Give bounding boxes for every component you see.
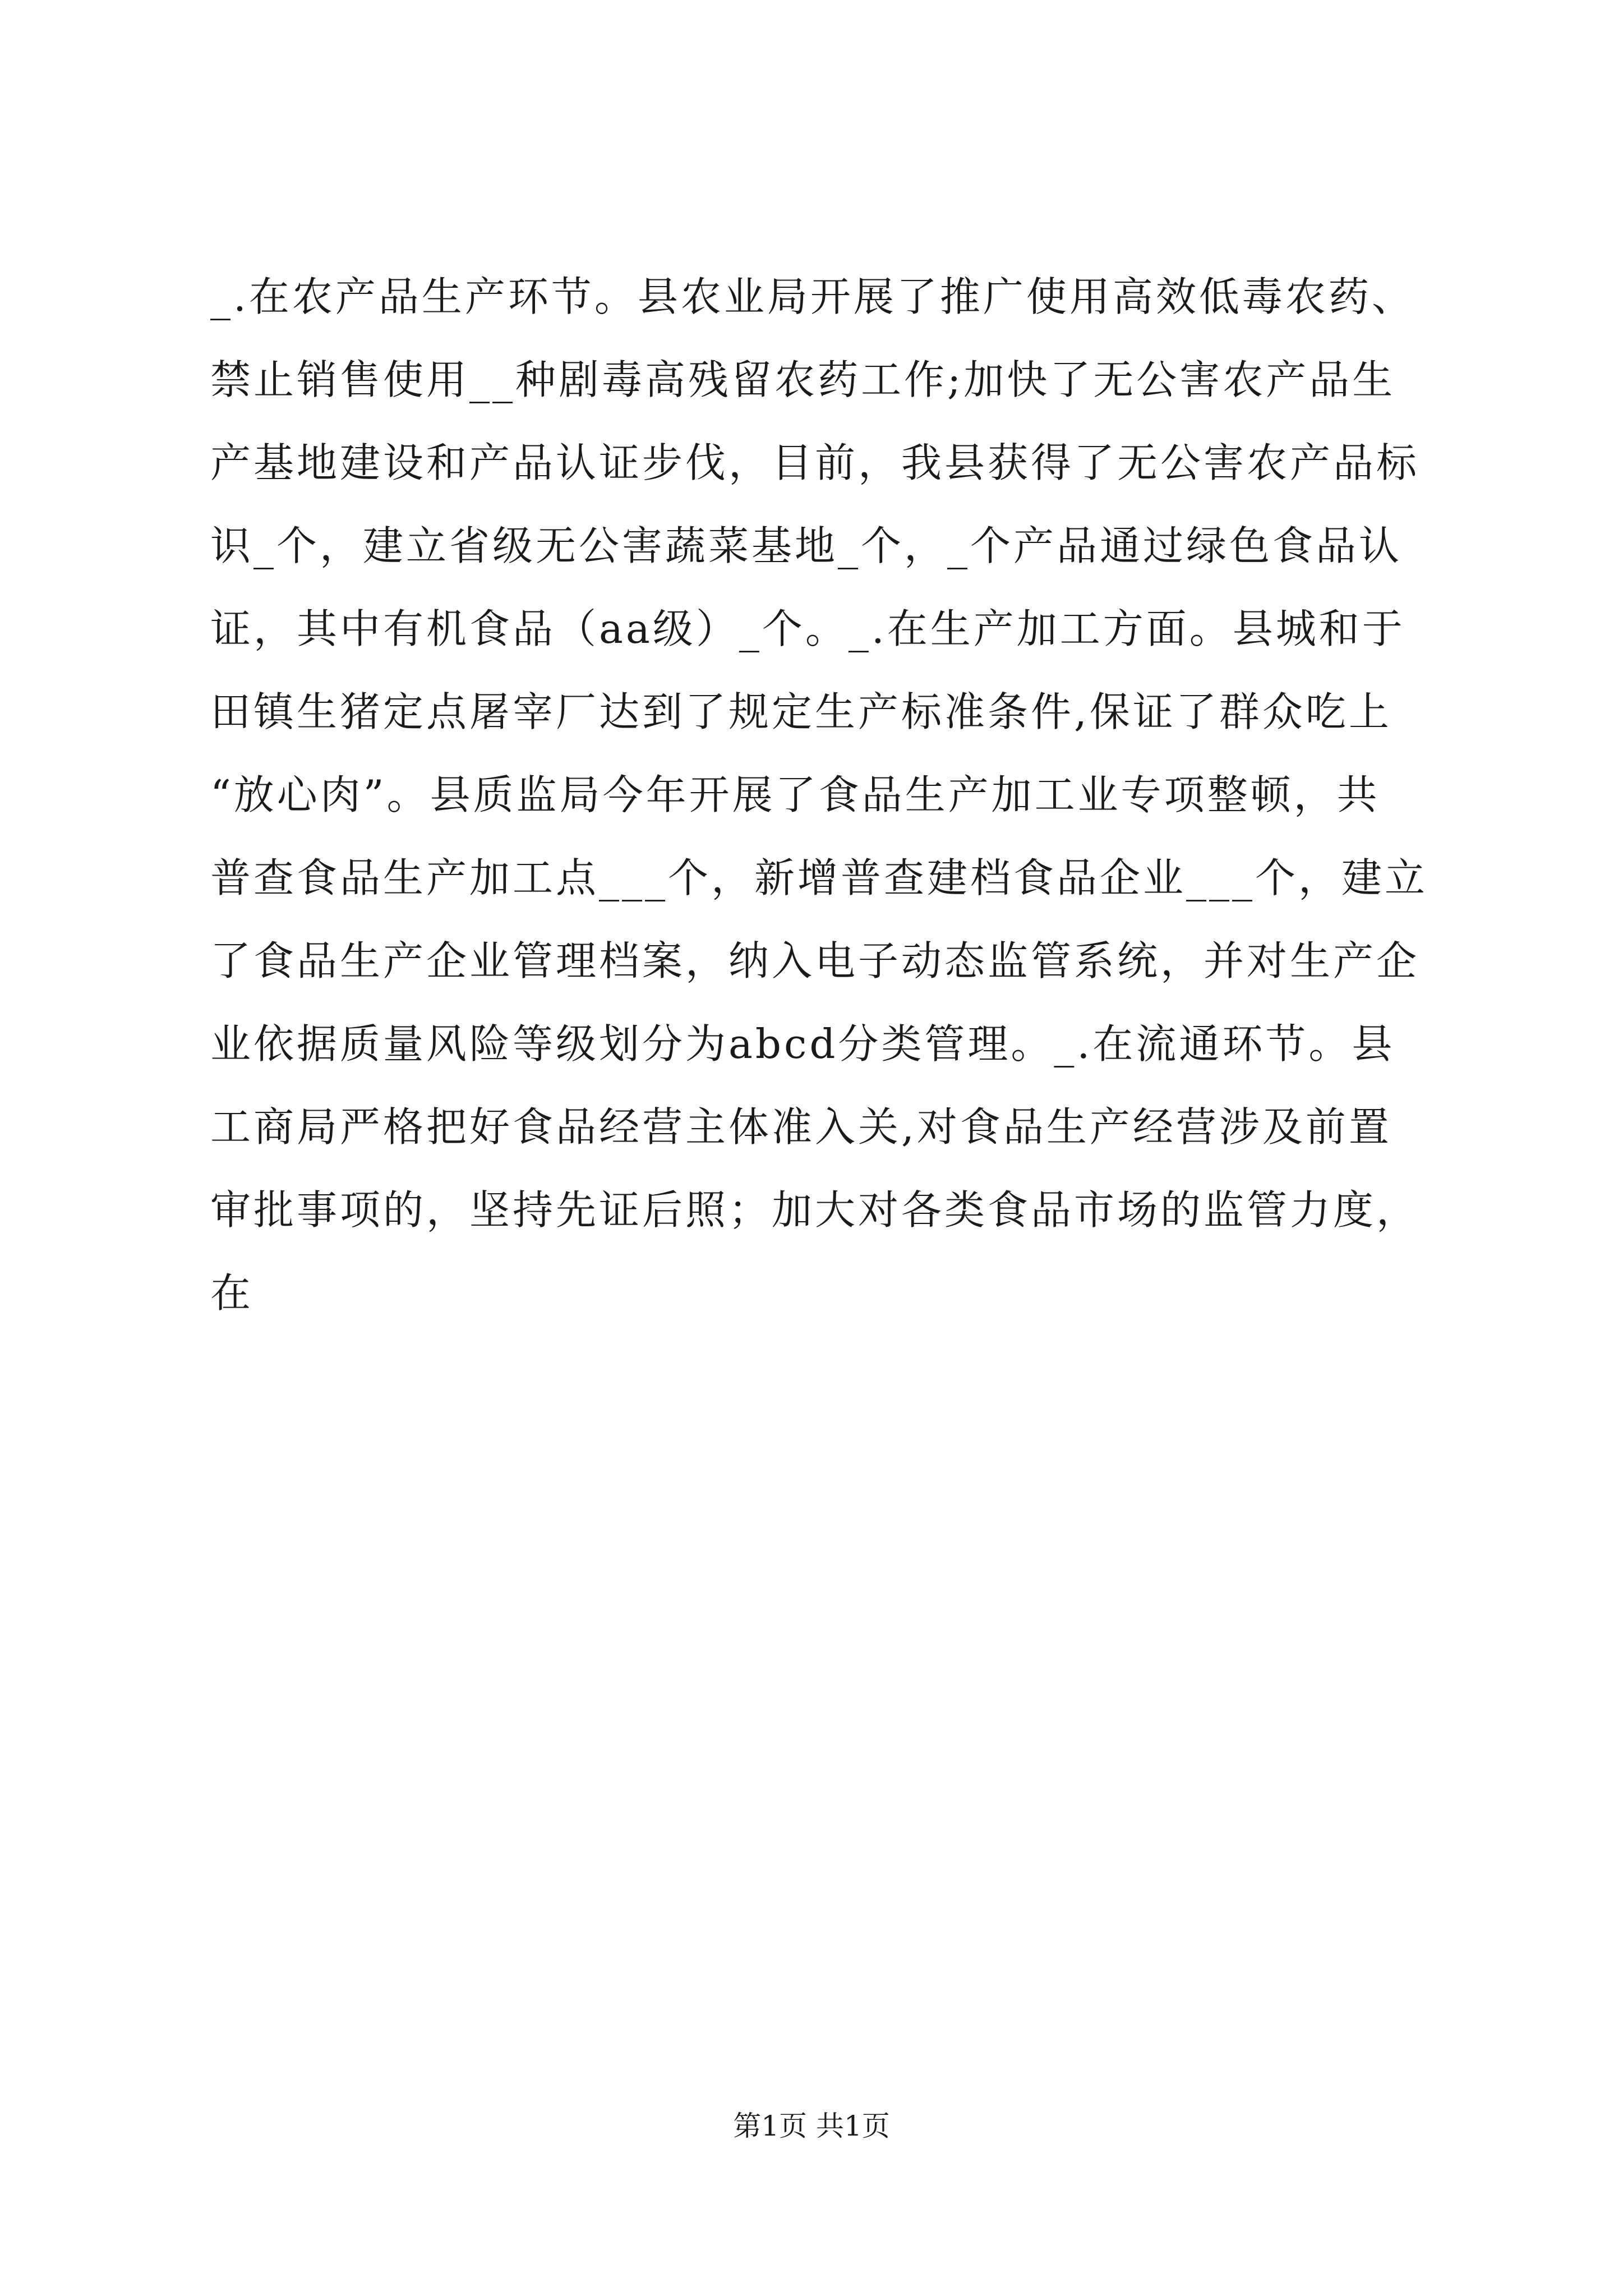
text-line: 产基地建设和产品认证步伐，目前，我县获得了无公害农产品标 xyxy=(210,439,1420,486)
text-line: 证，其中有机食品（aa级）_个。_.在生产加工方面。县城和于 xyxy=(210,605,1405,652)
text-line: 普查食品生产加工点___个，新增普查建档食品企业___个，建立 xyxy=(210,854,1428,901)
text-line: 禁止销售使用__种剧毒高残留农药工作;加快了无公害农产品生 xyxy=(210,356,1396,403)
text-line: 业依据质量风险等级划分为abcd分类管理。_.在流通环节。县 xyxy=(210,1020,1395,1068)
text-line: 审批事项的，坚持先证后照；加大对各类食品市场的监管力度， xyxy=(210,1186,1420,1234)
text-line: 了食品生产企业管理档案，纳入电子动态监管系统，并对生产企 xyxy=(210,937,1420,984)
body-paragraph xyxy=(210,255,1433,1335)
text-line: 识_个，建立省级无公害蔬菜基地_个，_个产品通过绿色食品认 xyxy=(210,522,1403,569)
text-line: _.在农产品生产环节。县农业局开展了推广使用高效低毒农药、 xyxy=(210,273,1415,320)
page-number-footer: 第1页 共1页 xyxy=(733,2110,890,2142)
text-line: “放心肉”。县质监局今年开展了食品生产加工业专项整顿，共 xyxy=(210,771,1380,818)
text-line: 在 xyxy=(210,1269,254,1317)
text-line: 工商局严格把好食品经营主体准入关,对食品生产经营涉及前置 xyxy=(210,1103,1392,1151)
text-line: 田镇生猪定点屠宰厂达到了规定生产标准条件,保证了群众吃上 xyxy=(210,688,1392,735)
